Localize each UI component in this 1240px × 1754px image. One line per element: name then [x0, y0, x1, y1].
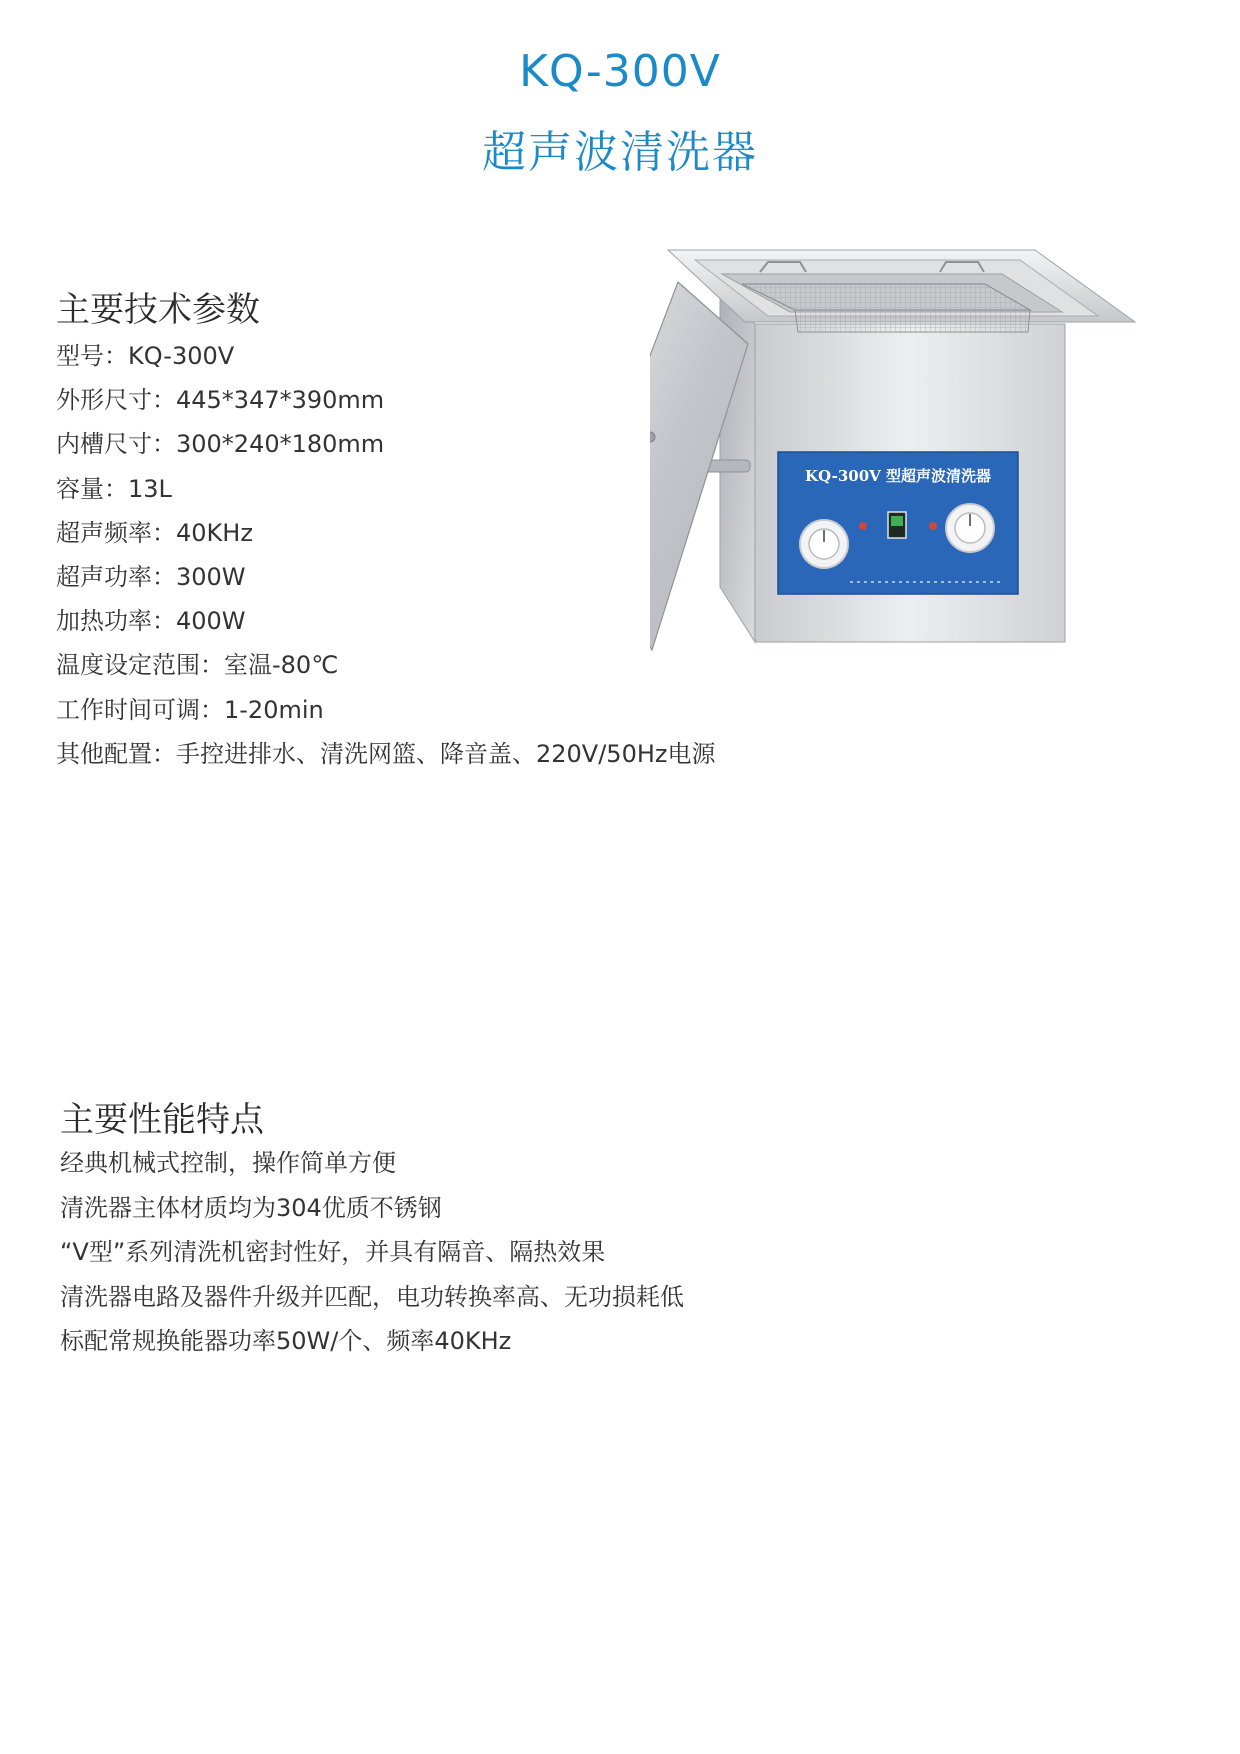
- spec-item-model: 型号：KQ-300V: [56, 342, 235, 370]
- spec-item-outer-size: 外形尺寸：445*347*390mm: [56, 386, 385, 415]
- spec-list: [56, 334, 716, 776]
- product-image: [650, 232, 1150, 672]
- spec-item-ultrasonic-power: 超声功率：300W: [56, 562, 246, 591]
- spec-item-timer: 工作时间可调：1-20min: [56, 695, 324, 724]
- feature-item-mechanical-control: 经典机械式控制，操作简单方便: [60, 1149, 396, 1177]
- panel-label: KQ-300V 型超声波清洗器: [804, 467, 992, 485]
- feature-list: [60, 1141, 684, 1364]
- spec-heading: 主要技术参数: [56, 290, 260, 330]
- spec-item-tank-size: 内槽尺寸：300*240*180mm: [56, 430, 385, 459]
- product-name: 超声波清洗器: [482, 127, 758, 178]
- feature-heading: 主要性能特点: [60, 1100, 264, 1140]
- feature-item-transducer: 标配常规换能器功率50W/个、频率40KHz: [60, 1327, 512, 1355]
- spec-item-frequency: 超声频率：40KHz: [56, 518, 253, 547]
- spec-item-heating-power: 加热功率：400W: [56, 607, 246, 636]
- feature-item-stainless-steel: 清洗器主体材质均为304优质不锈钢: [60, 1193, 442, 1222]
- feature-item-sealing: “V型”系列清洗机密封性好，并具有隔音、隔热效果: [60, 1238, 606, 1266]
- spec-item-temperature-range: 温度设定范围：室温-80℃: [56, 651, 339, 680]
- spec-item-capacity: 容量：13L: [56, 474, 172, 503]
- spec-item-other-config: 其他配置：手控进排水、清洗网篮、降音盖、220V/50Hz电源: [56, 739, 716, 768]
- model-title: KQ-300V: [519, 46, 721, 97]
- feature-item-circuit-upgrade: 清洗器电路及器件升级并匹配，电功转换率高、无功损耗低: [60, 1282, 684, 1311]
